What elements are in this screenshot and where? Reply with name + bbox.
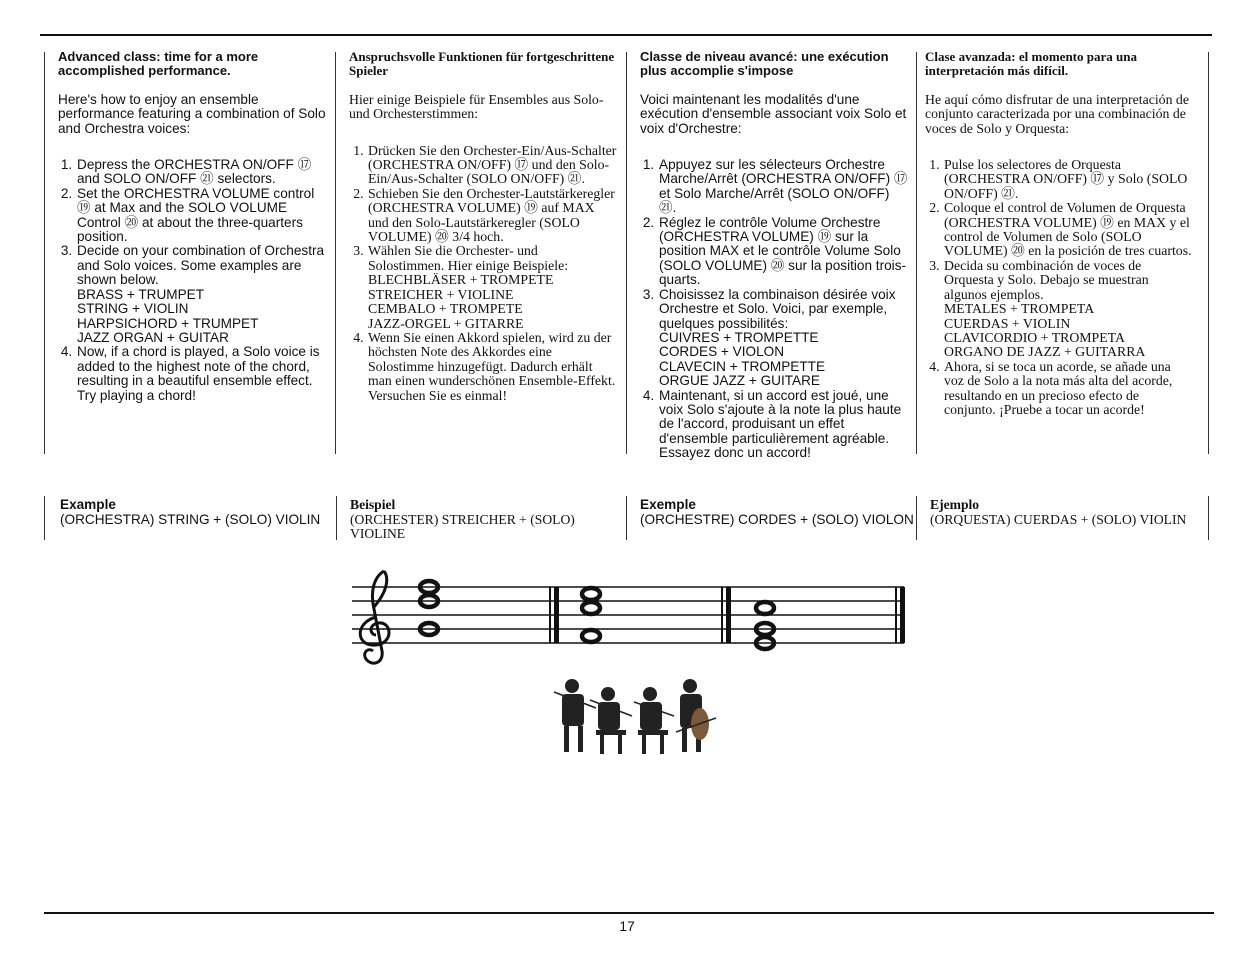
- column-english: [58, 50, 326, 403]
- example-text: (ORCHESTER) STREICHER + (SOLO) VIOLINE: [350, 511, 575, 542]
- column-spanish: [925, 50, 1193, 417]
- step: 4. Wenn Sie einen Akkord spielen, wird zu der höchsten Note des Akkordes eine Solostimme hinzugefügt. Dadurch erhält man einen wunderschönen Ensemble-Effekt. Versuchen Sie es einmal!: [367, 331, 617, 403]
- combo-example: STRING + VIOLIN: [77, 301, 189, 317]
- step: 1. Depress the ORCHESTRA ON/OFF ⑰ and SOLO ON/OFF ㉑ selectors.: [76, 158, 326, 187]
- combo-example: CLAVECIN + TROMPETTE: [659, 358, 826, 374]
- column-divider: [916, 52, 917, 454]
- example-german: [350, 498, 620, 542]
- example-french: [640, 498, 920, 527]
- intro-spanish: He aquí cómo disfrutar de una interpretación de conjunto caracterizada por una combinación de voces de Solo y Orquesta:: [925, 91, 1189, 136]
- intro-english: Here's how to enjoy an ensemble performance featuring a combination of Solo and Orchestra voices:: [58, 91, 326, 136]
- column-divider: [1208, 52, 1209, 454]
- combo-example: METALES + TROMPETA: [944, 301, 1095, 317]
- column-divider: [44, 52, 45, 454]
- example-text: (ORCHESTRE) CORDES + (SOLO) VIOLON: [640, 511, 914, 527]
- step: 4. Maintenant, si un accord est joué, une voix Solo s'ajoute à la note la plus haute de l'accord, produisant un effet d'ensemble particulièrement agréable. Essayez donc un accord!: [658, 389, 908, 461]
- step: 2. Coloque el control de Volumen de Orquesta (ORCHESTRA VOLUME) ⑲ en MAX y el control de Volumen de Solo (SOLO VOLUME) ⑳ en la posición de tres cuartos.: [943, 201, 1193, 259]
- top-rule: [40, 34, 1212, 36]
- example-title: Exemple: [640, 497, 696, 512]
- combo-example: BRASS + TRUMPET: [77, 286, 205, 302]
- step-text: Decida su combinación de voces de Orquesta y Solo. Debajo se muestran algunos ejemplos.: [944, 257, 1149, 302]
- column-german: [349, 50, 617, 403]
- combo-example: JAZZ ORGAN + GUITAR: [77, 329, 229, 345]
- step: 1. Appuyez sur les sélecteurs Orchestre Marche/Arrêt (ORCHESTRA ON/OFF) ⑰ et Solo Marche/Arrêt (SOLO ON/OFF) ㉑.: [658, 158, 908, 216]
- step: [658, 288, 908, 389]
- combo-example: BLECHBLÄSER + TROMPETE: [368, 272, 554, 288]
- example-title: Ejemplo: [930, 497, 980, 512]
- bottom-rule: [44, 912, 1214, 914]
- step: [943, 259, 1193, 360]
- heading-spanish: Clase avanzada: el momento para una interpretación más difícil.: [925, 49, 1137, 79]
- intro-french: Voici maintenant les modalités d'une exécution d'ensemble associant voix Solo et voix d'Orchestre:: [640, 91, 907, 136]
- example-text: (ORQUESTA) CUERDAS + (SOLO) VIOLIN: [930, 511, 1187, 527]
- step: 4. Now, if a chord is played, a Solo voice is added to the highest note of the chord, resulting in a beautiful ensemble effect. Try playing a chord!: [76, 345, 326, 403]
- intro-german: Hier einige Beispiele für Ensembles aus Solo- und Orchesterstimmen:: [349, 91, 604, 122]
- example-divider: [626, 496, 627, 540]
- whole-note: [756, 602, 774, 614]
- step-text: Wählen Sie die Orchester- und Solostimmen. Hier einige Beispiele:: [368, 243, 569, 273]
- string-quartet-illustration: [550, 672, 720, 758]
- combo-example: CORDES + VIOLON: [659, 344, 785, 360]
- step: 2. Set the ORCHESTRA VOLUME control ⑲ at Max and the SOLO VOLUME Control ⑳ at about the three-quarters position.: [76, 187, 326, 245]
- combo-example: CEMBALO + TROMPETE: [368, 301, 523, 317]
- example-divider: [44, 496, 45, 540]
- example-divider: [1208, 496, 1209, 540]
- step-text: Decide on your combination of Orchestra and Solo voices. Some examples are shown below.: [77, 243, 325, 288]
- column-french: [640, 50, 908, 461]
- step: 2. Réglez le contrôle Volume Orchestre (ORCHESTRA VOLUME) ⑲ sur la position MAX et le contrôle Volume Solo (SOLO VOLUME) ⑳ sur la position trois-quarts.: [658, 216, 908, 288]
- heading-german: Anspruchsvolle Funktionen für fortgeschrittene Spieler: [349, 49, 615, 79]
- step: [76, 244, 326, 345]
- treble-clef-icon: [360, 571, 389, 663]
- combo-example: HARPSICHORD + TRUMPET: [77, 315, 259, 331]
- steps-french: [640, 158, 908, 461]
- combo-example: CLAVICORDIO + TROMPETA: [944, 329, 1125, 345]
- whole-note: [582, 630, 600, 642]
- music-staff-illustration: [340, 565, 910, 670]
- steps-spanish: [925, 158, 1193, 417]
- page-number: 17: [619, 918, 635, 934]
- example-english: [60, 498, 340, 527]
- whole-note: [582, 602, 600, 614]
- step: 1. Pulse los selectores de Orquesta (ORCHESTRA ON/OFF) ⑰ y Solo (SOLO ON/OFF) ㉑.: [943, 158, 1193, 201]
- step: 2. Schieben Sie den Orchester-Lautstärkeregler (ORCHESTRA VOLUME) ⑲ auf MAX und den Solo-Lautstärkeregler (SOLO VOLUME) ⑳ 3/4 hoch.: [367, 187, 617, 245]
- combo-example: STREICHER + VIOLINE: [368, 286, 514, 302]
- whole-note: [582, 588, 600, 600]
- example-title: Beispiel: [350, 497, 396, 512]
- example-text: (ORCHESTRA) STRING + (SOLO) VIOLIN: [60, 511, 321, 527]
- steps-german: [349, 144, 617, 403]
- column-divider: [335, 52, 336, 454]
- step: 4. Ahora, si se toca un acorde, se añade una voz de Solo a la nota más alta del acorde, resultando en un precioso efecto de conjunto. ¡Pruebe a tocar un acorde!: [943, 360, 1193, 418]
- steps-english: [58, 158, 326, 403]
- combo-example: CUERDAS + VIOLIN: [944, 315, 1071, 331]
- step: [367, 244, 617, 330]
- step: 1. Drücken Sie den Orchester-Ein/Aus-Schalter (ORCHESTRA ON/OFF) ⑰ und den Solo-Ein/Aus-Schalter (SOLO ON/OFF) ㉑.: [367, 144, 617, 187]
- combo-example: JAZZ-ORGEL + GITARRE: [368, 315, 524, 331]
- combo-example: ORGANO DE JAZZ + GUITARRA: [944, 344, 1146, 360]
- heading-english: Advanced class: time for a more accomplished performance.: [58, 49, 259, 79]
- combo-example: ORGUE JAZZ + GUITARE: [659, 373, 821, 389]
- example-title: Example: [60, 497, 116, 512]
- column-divider: [626, 52, 627, 454]
- example-spanish: [930, 498, 1200, 527]
- combo-example: CUIVRES + TROMPETTE: [659, 329, 819, 345]
- heading-french: Classe de niveau avancé: une exécution plus accomplie s'impose: [640, 49, 889, 79]
- step-text: Choisissez la combinaison désirée voix Orchestre et Solo. Voici, par exemple, quelques possibilités:: [659, 286, 896, 331]
